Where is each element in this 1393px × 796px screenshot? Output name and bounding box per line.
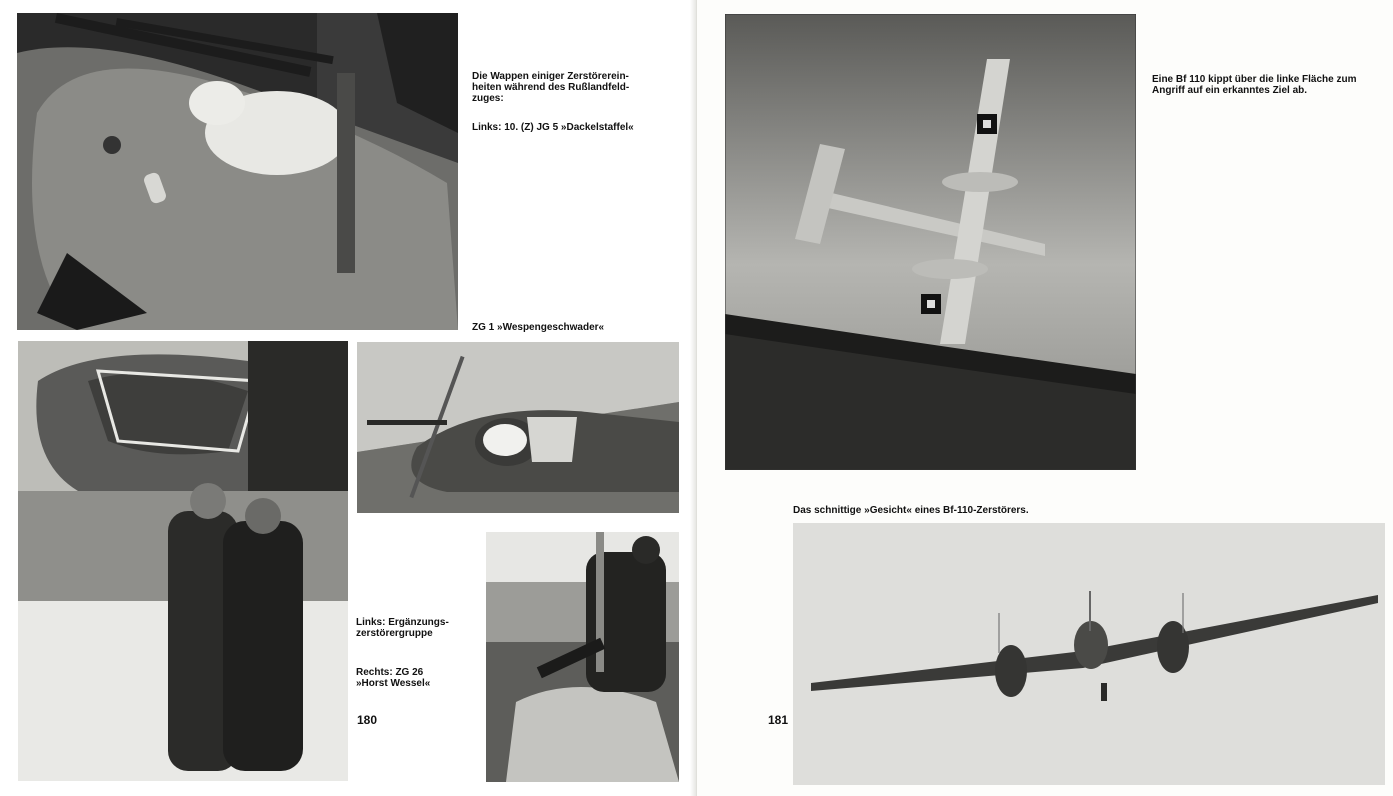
photo-crew-with-aircraft — [18, 341, 348, 781]
photo-wasp-nose — [357, 342, 679, 513]
caption-intro-line-1: Die Wappen einiger Zerstörerein- — [472, 71, 629, 82]
caption-intro-line-2: heiten während des Rußlandfeld- — [472, 82, 630, 93]
caption-intro-line-3: zuges: — [472, 93, 504, 104]
caption-bf110-banking-line-1: Eine Bf 110 kippt über die linke Fläche zum — [1152, 74, 1357, 85]
caption-horst-wessel-line-1: Rechts: ZG 26 — [356, 667, 424, 678]
photo-dachshund-emblem — [17, 13, 458, 330]
caption-bf110-banking — [1152, 74, 1388, 96]
page-number-right: 181 — [768, 713, 789, 727]
caption-dackelstaffel: Links: 10. (Z) JG 5 »Dackelstaffel« — [472, 122, 634, 133]
caption-bf110-banking-line-2: Angriff auf ein erkanntes Ziel ab. — [1152, 85, 1308, 96]
page-number-left: 180 — [357, 713, 378, 727]
caption-horst-wessel-line-2: »Horst Wessel« — [356, 678, 431, 689]
caption-intro — [472, 71, 672, 104]
right-page — [697, 0, 1393, 796]
caption-ergaenzung-line-1: Links: Ergänzungs- — [356, 617, 449, 628]
caption-ergaenzung-line-2: zerstörergruppe — [356, 628, 433, 639]
photo-bf110-head-on — [793, 523, 1385, 785]
photo-bf110-banking — [725, 14, 1136, 470]
caption-ergaenzung — [356, 617, 476, 639]
caption-bf110-face: Das schnittige »Gesicht« eines Bf-110-Zerstörers. — [793, 505, 1029, 516]
caption-horst-wessel — [356, 667, 476, 689]
photo-gunner-reloading — [486, 532, 679, 782]
caption-wespengeschwader: ZG 1 »Wespengeschwader« — [472, 322, 605, 333]
